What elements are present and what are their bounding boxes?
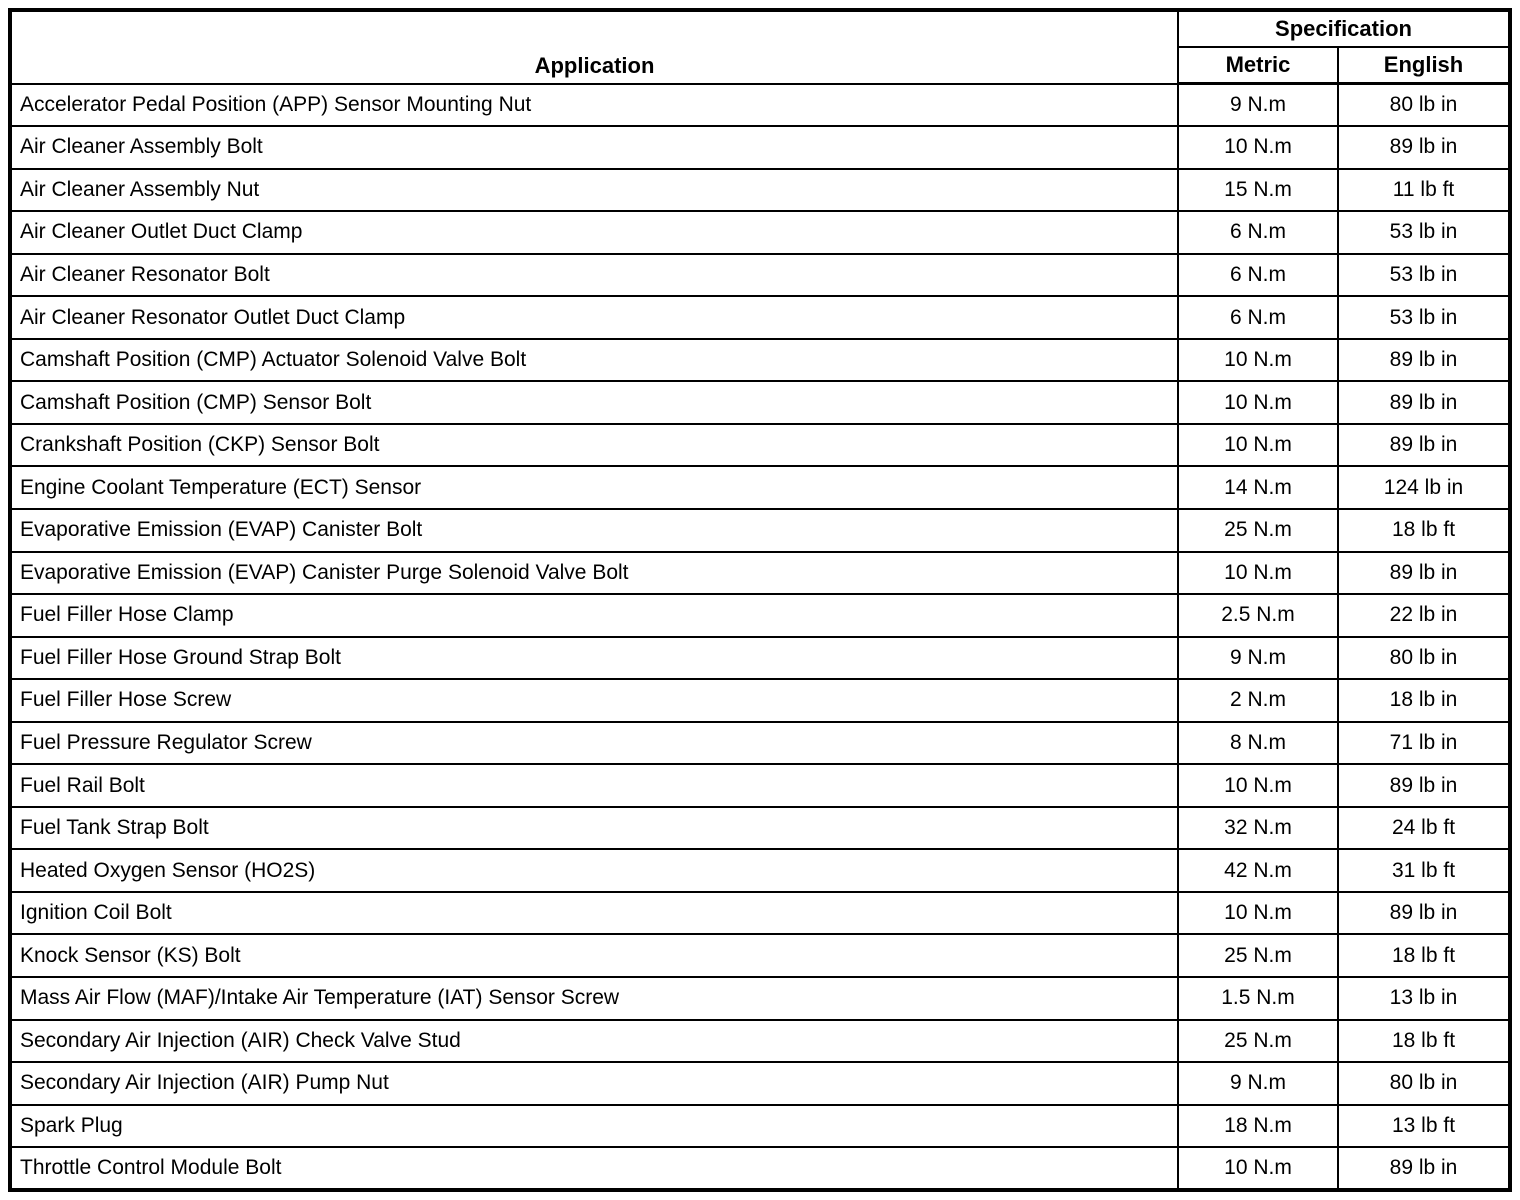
english-value-cell: 53 lb in	[1338, 211, 1510, 254]
english-value-cell: 80 lb in	[1338, 637, 1510, 680]
table-row	[10, 1147, 1510, 1190]
application-cell: Throttle Control Module Bolt	[10, 1147, 1178, 1190]
application-cell: Camshaft Position (CMP) Actuator Solenoid Valve Bolt	[10, 339, 1178, 382]
english-value-cell: 18 lb ft	[1338, 1020, 1510, 1063]
english-column-header: English	[1338, 47, 1510, 84]
table-row	[10, 934, 1510, 977]
metric-value-cell: 10 N.m	[1178, 424, 1338, 467]
application-cell: Air Cleaner Resonator Outlet Duct Clamp	[10, 296, 1178, 339]
application-cell: Air Cleaner Resonator Bolt	[10, 254, 1178, 297]
metric-value-cell: 25 N.m	[1178, 1020, 1338, 1063]
table-body	[10, 84, 1510, 1191]
application-column-header: Application	[10, 10, 1178, 84]
table-row	[10, 849, 1510, 892]
english-value-cell: 80 lb in	[1338, 1062, 1510, 1105]
application-cell: Fuel Tank Strap Bolt	[10, 807, 1178, 850]
metric-value-cell: 1.5 N.m	[1178, 977, 1338, 1020]
metric-value-cell: 6 N.m	[1178, 254, 1338, 297]
table-row	[10, 381, 1510, 424]
english-value-cell: 89 lb in	[1338, 552, 1510, 595]
table-row	[10, 594, 1510, 637]
english-value-cell: 80 lb in	[1338, 84, 1510, 127]
metric-value-cell: 8 N.m	[1178, 722, 1338, 765]
table-row	[10, 722, 1510, 765]
application-cell: Fuel Filler Hose Clamp	[10, 594, 1178, 637]
table-row	[10, 339, 1510, 382]
metric-value-cell: 10 N.m	[1178, 764, 1338, 807]
application-cell: Spark Plug	[10, 1105, 1178, 1148]
application-cell: Fuel Rail Bolt	[10, 764, 1178, 807]
metric-value-cell: 2 N.m	[1178, 679, 1338, 722]
table-row	[10, 1062, 1510, 1105]
english-value-cell: 89 lb in	[1338, 126, 1510, 169]
english-value-cell: 31 lb ft	[1338, 849, 1510, 892]
metric-value-cell: 10 N.m	[1178, 126, 1338, 169]
application-cell: Engine Coolant Temperature (ECT) Sensor	[10, 466, 1178, 509]
application-cell: Camshaft Position (CMP) Sensor Bolt	[10, 381, 1178, 424]
english-value-cell: 89 lb in	[1338, 339, 1510, 382]
table-row	[10, 509, 1510, 552]
metric-value-cell: 25 N.m	[1178, 509, 1338, 552]
table-row	[10, 254, 1510, 297]
application-cell: Accelerator Pedal Position (APP) Sensor Mounting Nut	[10, 84, 1178, 127]
english-value-cell: 124 lb in	[1338, 466, 1510, 509]
table-row	[10, 169, 1510, 212]
metric-value-cell: 32 N.m	[1178, 807, 1338, 850]
table-row	[10, 807, 1510, 850]
table-row	[10, 552, 1510, 595]
english-value-cell: 89 lb in	[1338, 892, 1510, 935]
english-value-cell: 18 lb ft	[1338, 934, 1510, 977]
application-cell: Air Cleaner Assembly Nut	[10, 169, 1178, 212]
application-cell: Fuel Filler Hose Ground Strap Bolt	[10, 637, 1178, 680]
english-value-cell: 18 lb ft	[1338, 509, 1510, 552]
metric-value-cell: 9 N.m	[1178, 84, 1338, 127]
metric-value-cell: 9 N.m	[1178, 637, 1338, 680]
application-cell: Evaporative Emission (EVAP) Canister Purge Solenoid Valve Bolt	[10, 552, 1178, 595]
metric-value-cell: 14 N.m	[1178, 466, 1338, 509]
english-value-cell: 53 lb in	[1338, 254, 1510, 297]
application-cell: Air Cleaner Assembly Bolt	[10, 126, 1178, 169]
application-cell: Ignition Coil Bolt	[10, 892, 1178, 935]
application-cell: Secondary Air Injection (AIR) Check Valve Stud	[10, 1020, 1178, 1063]
metric-value-cell: 42 N.m	[1178, 849, 1338, 892]
table-row	[10, 466, 1510, 509]
metric-value-cell: 18 N.m	[1178, 1105, 1338, 1148]
english-value-cell: 13 lb in	[1338, 977, 1510, 1020]
application-cell: Heated Oxygen Sensor (HO2S)	[10, 849, 1178, 892]
application-cell: Fuel Filler Hose Screw	[10, 679, 1178, 722]
torque-specification-table	[8, 8, 1512, 1192]
application-cell: Secondary Air Injection (AIR) Pump Nut	[10, 1062, 1178, 1105]
english-value-cell: 11 lb ft	[1338, 169, 1510, 212]
specification-column-group-header: Specification	[1178, 10, 1510, 47]
table-row	[10, 679, 1510, 722]
table-row	[10, 637, 1510, 680]
english-value-cell: 89 lb in	[1338, 381, 1510, 424]
english-value-cell: 24 lb ft	[1338, 807, 1510, 850]
table-header	[10, 10, 1510, 84]
table-row	[10, 764, 1510, 807]
header-row-top	[10, 10, 1510, 47]
english-value-cell: 71 lb in	[1338, 722, 1510, 765]
application-cell: Knock Sensor (KS) Bolt	[10, 934, 1178, 977]
metric-value-cell: 6 N.m	[1178, 211, 1338, 254]
metric-value-cell: 2.5 N.m	[1178, 594, 1338, 637]
application-cell: Air Cleaner Outlet Duct Clamp	[10, 211, 1178, 254]
english-value-cell: 89 lb in	[1338, 1147, 1510, 1190]
metric-value-cell: 10 N.m	[1178, 381, 1338, 424]
table-row	[10, 424, 1510, 467]
metric-value-cell: 6 N.m	[1178, 296, 1338, 339]
table-row	[10, 1020, 1510, 1063]
table-row	[10, 1105, 1510, 1148]
metric-value-cell: 10 N.m	[1178, 339, 1338, 382]
table-row	[10, 977, 1510, 1020]
table-row	[10, 211, 1510, 254]
metric-value-cell: 15 N.m	[1178, 169, 1338, 212]
english-value-cell: 22 lb in	[1338, 594, 1510, 637]
metric-column-header: Metric	[1178, 47, 1338, 84]
english-value-cell: 13 lb ft	[1338, 1105, 1510, 1148]
english-value-cell: 53 lb in	[1338, 296, 1510, 339]
table-row	[10, 126, 1510, 169]
english-value-cell: 89 lb in	[1338, 764, 1510, 807]
application-cell: Evaporative Emission (EVAP) Canister Bolt	[10, 509, 1178, 552]
metric-value-cell: 10 N.m	[1178, 1147, 1338, 1190]
table-row	[10, 296, 1510, 339]
metric-value-cell: 10 N.m	[1178, 892, 1338, 935]
english-value-cell: 18 lb in	[1338, 679, 1510, 722]
metric-value-cell: 9 N.m	[1178, 1062, 1338, 1105]
application-cell: Fuel Pressure Regulator Screw	[10, 722, 1178, 765]
application-cell: Crankshaft Position (CKP) Sensor Bolt	[10, 424, 1178, 467]
application-cell: Mass Air Flow (MAF)/Intake Air Temperature (IAT) Sensor Screw	[10, 977, 1178, 1020]
english-value-cell: 89 lb in	[1338, 424, 1510, 467]
table-row	[10, 892, 1510, 935]
metric-value-cell: 25 N.m	[1178, 934, 1338, 977]
metric-value-cell: 10 N.m	[1178, 552, 1338, 595]
table-row	[10, 84, 1510, 127]
